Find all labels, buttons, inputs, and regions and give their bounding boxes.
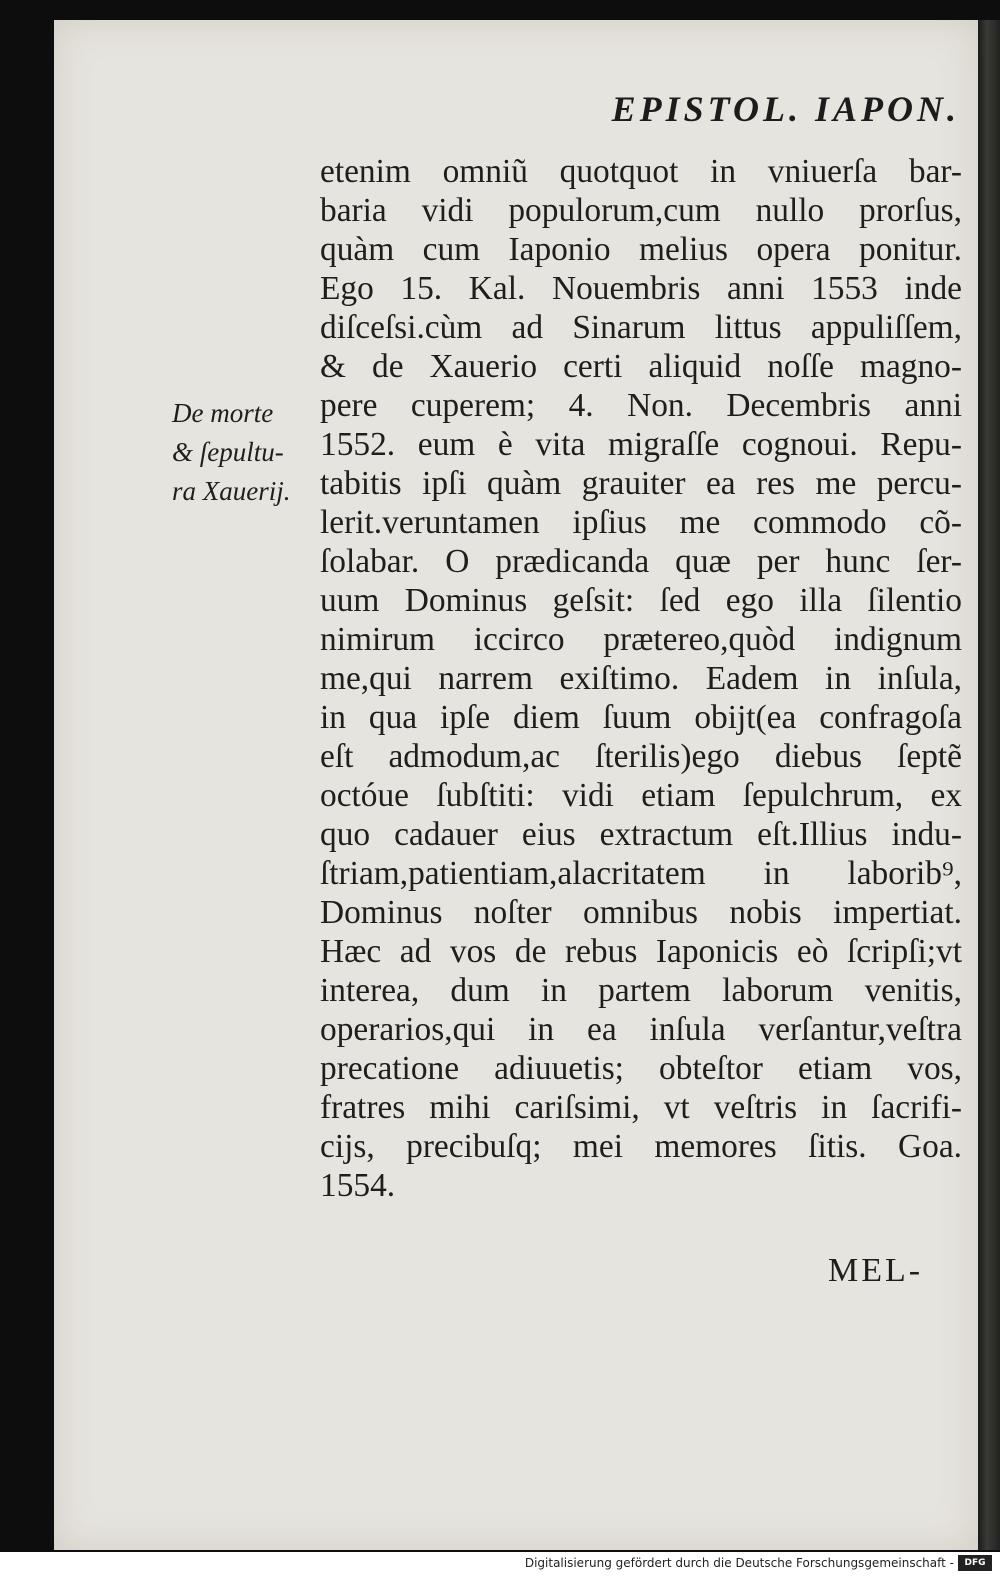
text-line: operarios,qui in ea inſula verſantur,veſtra: [320, 1011, 962, 1048]
text-line: Ego 15. Kal. Nouembris anni 1553 inde: [320, 270, 962, 307]
page-edge: [978, 20, 1000, 1550]
margin-note-line: & ſepultu-: [172, 437, 284, 467]
text-line: diſceſsi.cùm ad Sinarum littus appuliſſem,: [320, 309, 962, 346]
catchword: MEL-: [828, 1252, 924, 1289]
margin-note-line: ra Xauerij.: [172, 476, 291, 506]
text-line: nimirum iccirco prætereo,quòd indignum: [320, 621, 962, 658]
text-line: in qua ipſe diem ſuum obijt(ea confragoſa: [320, 699, 962, 736]
text-line: & de Xauerio certi aliquid noſſe magno-: [320, 348, 962, 385]
text-line: octóue ſubſtiti: vidi etiam ſepulchrum, ex: [320, 777, 962, 814]
text-line: interea, dum in partem laborum venitis,: [320, 972, 962, 1009]
margin-note-line: De morte: [172, 398, 274, 428]
text-line: 1552. eum è vita migraſſe cognoui. Repu-: [320, 426, 962, 463]
text-line: pere cuperem; 4. Non. Decembris anni: [320, 387, 962, 424]
text-line: tabitis ipſi quàm grauiter ea res me percu-: [320, 465, 962, 502]
text-line: quàm cum Iaponio melius opera ponitur.: [320, 231, 962, 268]
text-line: me,qui narrem exiſtimo. Eadem in inſula,: [320, 660, 962, 697]
text-line: etenim omniũ quotquot in vniuerſa bar-: [320, 153, 962, 190]
text-line: ſolabar. O prædicanda quæ per hunc ſer-: [320, 543, 962, 580]
text-line: eſt admodum,ac ſterilis)ego diebus ſeptẽ: [320, 738, 962, 775]
text-line: 1554.: [320, 1167, 396, 1204]
text-line: uum Dominus geſsit: ſed ego illa ſilentio: [320, 582, 962, 619]
running-head: EPISTOL. IAPON.: [611, 89, 960, 129]
text-line: fratres mihi cariſsimi, vt veſtris in ſacrifi-: [320, 1089, 962, 1126]
text-line: precatione adiuuetis; obteſtor etiam vos,: [320, 1050, 962, 1087]
text-line: lerit.veruntamen ipſius me commodo cõ-: [320, 504, 962, 541]
dfg-logo: DFG: [958, 1555, 992, 1571]
text-line: cijs, precibuſq; mei memores ſitis. Goa.: [320, 1128, 962, 1165]
text-line: Hæc ad vos de rebus Iaponicis eò ſcripſi;vt: [320, 933, 962, 970]
footer-credit: Digitalisierung gefördert durch die Deutsche Forschungsgemeinschaft -: [524, 1556, 954, 1570]
text-line: baria vidi populorum,cum nullo prorſus,: [320, 192, 962, 229]
text-line: quo cadauer eius extractum eſt.Illius indu-: [320, 816, 962, 853]
text-line: Dominus noſter omnibus nobis impertiat.: [320, 894, 962, 931]
body-text: [320, 152, 962, 1205]
text-line: ſtriam,patientiam,alacritatem in laborib⁹,: [320, 855, 962, 892]
margin-note: [172, 394, 322, 511]
